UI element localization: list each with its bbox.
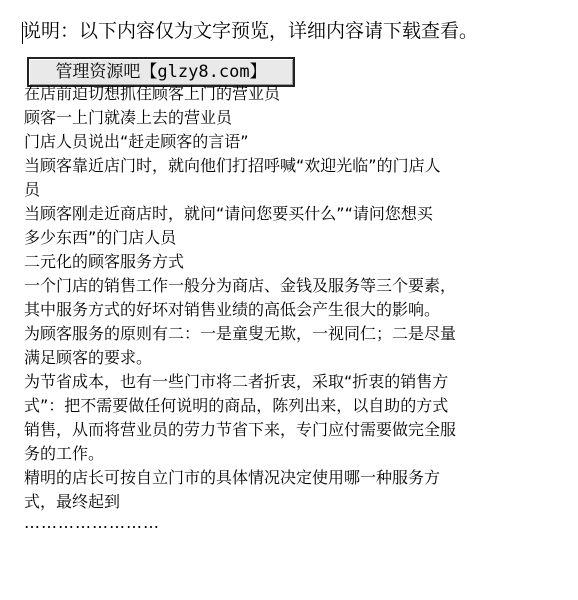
text-line: 精明的店长可按自立门市的具体情况决定使用哪一种服务方 xyxy=(24,468,441,487)
text-line: 多少东西”的门店人员 xyxy=(24,228,177,247)
text-line: 二元化的顾客服务方式 xyxy=(24,252,185,271)
text-line: 满足顾客的要求。 xyxy=(24,348,153,367)
text-line: 式”：把不需要做任何说明的商品，陈列出来，以自助的方式 xyxy=(24,396,449,415)
preview-notice: 说明：以下内容仅为文字预览，详细内容请下载查看。 xyxy=(22,20,479,42)
text-line: 顾客一上门就凑上去的营业员 xyxy=(24,108,233,127)
text-line: 式，最终起到 xyxy=(24,492,121,511)
text-line: 为顾客服务的原则有二：一是童叟无欺，一视同仁；二是尽量 xyxy=(24,324,457,343)
text-line: 员 xyxy=(24,180,41,199)
preview-text xyxy=(24,82,554,532)
ellipsis: …………………… xyxy=(24,513,160,532)
text-line: 销售，从而将营业员的劳力节省下来，专门应付需要做完全服 xyxy=(24,420,457,439)
text-line: 在店前迫切想抓住顾客上门的营业员 xyxy=(24,84,281,103)
text-line: 当顾客靠近店门时，就向他们打招呼喊“欢迎光临”的门店人 xyxy=(24,156,441,175)
text-line: 为节省成本，也有一些门市将二者折衷，采取“折衷的销售方 xyxy=(24,372,449,391)
text-line: 其中服务方式的好坏对销售业绩的高低会产生很大的影响。 xyxy=(24,300,441,319)
text-line: 当顾客刚走近商店时，就问“请问您要买什么”“请问您想买 xyxy=(24,204,433,223)
text-line: 门店人员说出“赶走顾客的言语” xyxy=(24,132,249,151)
site-link-button[interactable]: 管理资源吧【glzy8.com】 xyxy=(27,57,295,87)
text-line: 一个门店的销售工作一般分为商店、金钱及服务等三个要素， xyxy=(24,276,457,295)
text-line: 务的工作。 xyxy=(24,444,105,463)
